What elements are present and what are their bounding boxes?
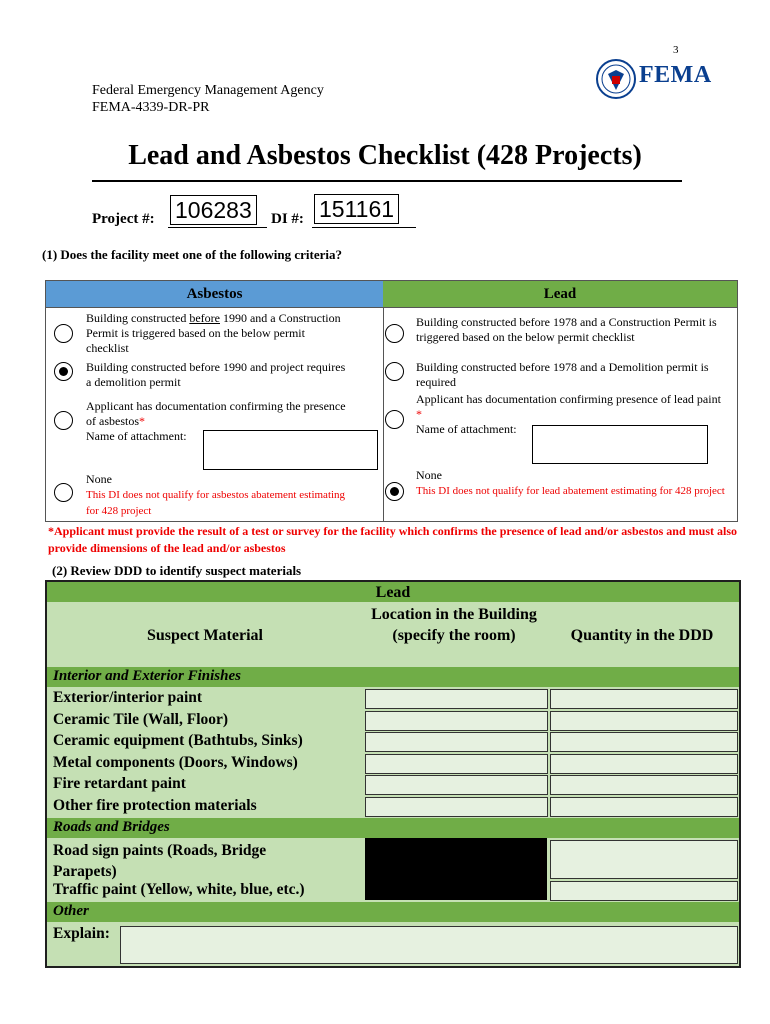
lead-none-note: This DI does not qualify for lead abatement estimating for 428 project bbox=[416, 485, 725, 497]
asbestos-option-4-label bbox=[86, 472, 351, 519]
explain-label: Explain: bbox=[53, 925, 110, 942]
criteria-table bbox=[45, 280, 738, 522]
col-quantity: Quantity in the DDD bbox=[570, 627, 714, 644]
project-number-underline bbox=[168, 227, 267, 228]
asbestos-option-1-underlined: before bbox=[189, 311, 220, 325]
asbestos-required-marker: * bbox=[139, 414, 145, 428]
asbestos-option-1-label bbox=[86, 311, 346, 356]
section-roads: Roads and Bridges bbox=[53, 819, 170, 835]
material-row-3: Ceramic equipment (Bathtubs, Sinks) bbox=[53, 732, 303, 749]
agency-name: Federal Emergency Management Agency bbox=[92, 83, 324, 98]
asbestos-option-1-text-a: Building constructed bbox=[86, 311, 190, 325]
di-number-field[interactable]: 151161 bbox=[314, 194, 399, 224]
lead-option-4-label bbox=[416, 468, 726, 499]
di-number-label: DI #: bbox=[271, 211, 304, 227]
quantity-field-8[interactable] bbox=[550, 881, 738, 901]
col-location: Location in the Building (specify the room) bbox=[371, 606, 537, 644]
asbestos-option-1-text-b: 1990 and a Construction Permit is triggered based on the below permit checklist bbox=[86, 311, 341, 355]
location-field-5[interactable] bbox=[365, 775, 548, 795]
material-row-6: Other fire protection materials bbox=[53, 797, 257, 814]
disaster-code: FEMA-4339-DR-PR bbox=[92, 100, 210, 115]
asbestos-attachment-label: Name of attachment: bbox=[86, 429, 187, 443]
column-divider bbox=[383, 307, 384, 521]
asbestos-attachment-field[interactable] bbox=[203, 430, 378, 470]
title-divider bbox=[92, 180, 682, 182]
lead-required-marker: * bbox=[416, 407, 422, 421]
lead-none-text: None bbox=[416, 468, 442, 482]
material-row-1: Exterior/interior paint bbox=[53, 689, 203, 706]
section-other: Other bbox=[53, 903, 89, 919]
lead-option-2-radio[interactable] bbox=[385, 362, 404, 381]
material-row-8: Traffic paint (Yellow, white, blue, etc.) bbox=[53, 881, 305, 898]
asbestos-option-3-radio[interactable] bbox=[54, 411, 73, 430]
project-number-field[interactable]: 106283 bbox=[170, 195, 257, 225]
quantity-field-4[interactable] bbox=[550, 754, 738, 774]
applicant-requirement-note: *Applicant must provide the result of a test or survey for the facility which confirms the presence of lead and/or asbestos and must also provide dimensions of the lead and/or asbestos bbox=[48, 524, 737, 555]
material-row-4: Metal components (Doors, Windows) bbox=[53, 754, 298, 771]
asbestos-none-note: This DI does not qualify for asbestos abatement estimating for 428 project bbox=[86, 489, 346, 517]
lead-option-3-text: Applicant has documentation confirming presence of lead paint bbox=[416, 392, 721, 406]
location-field-4[interactable] bbox=[365, 754, 548, 774]
dhs-seal-icon bbox=[595, 56, 637, 102]
section-bar-other bbox=[47, 902, 739, 922]
redacted-location-block bbox=[365, 838, 547, 900]
lead-header: Lead bbox=[383, 281, 737, 308]
location-field-6[interactable] bbox=[365, 797, 548, 817]
lead-attachment-label: Name of attachment: bbox=[416, 422, 517, 436]
col-suspect-material: Suspect Material bbox=[147, 627, 263, 644]
page-number: 3 bbox=[673, 44, 679, 56]
question-2: (2) Review DDD to identify suspect materials bbox=[52, 563, 302, 578]
lead-option-1-label: Building constructed before 1978 and a Construction Permit is triggered based on the below permit checklist bbox=[416, 315, 717, 344]
asbestos-option-3-text: Applicant has documentation confirming the presence of asbestos bbox=[86, 399, 346, 428]
lead-option-1-radio[interactable] bbox=[385, 324, 404, 343]
location-field-1[interactable] bbox=[365, 689, 548, 709]
fema-logo bbox=[595, 56, 725, 102]
lead-table-title: Lead bbox=[375, 584, 411, 601]
lead-option-3-radio[interactable] bbox=[385, 410, 404, 429]
quantity-field-5[interactable] bbox=[550, 775, 738, 795]
page-title: Lead and Asbestos Checklist (428 Projects) bbox=[128, 140, 642, 171]
location-field-2[interactable] bbox=[365, 711, 548, 731]
quantity-field-2[interactable] bbox=[550, 711, 738, 731]
asbestos-option-4-radio[interactable] bbox=[54, 483, 73, 502]
quantity-field-3[interactable] bbox=[550, 732, 738, 752]
project-number-label: Project #: bbox=[92, 211, 155, 227]
asbestos-option-2-label: Building constructed before 1990 and project requires a demolition permit bbox=[86, 360, 346, 389]
question-1: (1) Does the facility meet one of the following criteria? bbox=[42, 247, 342, 262]
di-number-underline bbox=[312, 227, 416, 228]
explain-field[interactable] bbox=[120, 926, 738, 964]
asbestos-option-1-radio[interactable] bbox=[54, 324, 73, 343]
fema-wordmark: FEMA bbox=[639, 62, 712, 88]
asbestos-header: Asbestos bbox=[46, 281, 384, 308]
lead-attachment-field[interactable] bbox=[532, 425, 708, 464]
material-row-5: Fire retardant paint bbox=[53, 775, 186, 792]
agency-header bbox=[92, 82, 324, 116]
quantity-field-1[interactable] bbox=[550, 689, 738, 709]
asbestos-option-2-radio[interactable] bbox=[54, 362, 73, 381]
lead-option-2-label: Building constructed before 1978 and a Demolition permit is required bbox=[416, 360, 709, 389]
location-field-3[interactable] bbox=[365, 732, 548, 752]
section-finishes: Interior and Exterior Finishes bbox=[53, 668, 241, 684]
lead-option-4-radio[interactable] bbox=[385, 482, 404, 501]
suspect-materials-table bbox=[45, 580, 741, 968]
asbestos-none-text: None bbox=[86, 472, 112, 486]
material-row-7: Road sign paints (Roads, Bridge Parapets) bbox=[53, 842, 267, 880]
quantity-field-6[interactable] bbox=[550, 797, 738, 817]
quantity-field-7[interactable] bbox=[550, 840, 738, 879]
material-row-2: Ceramic Tile (Wall, Floor) bbox=[53, 711, 229, 728]
